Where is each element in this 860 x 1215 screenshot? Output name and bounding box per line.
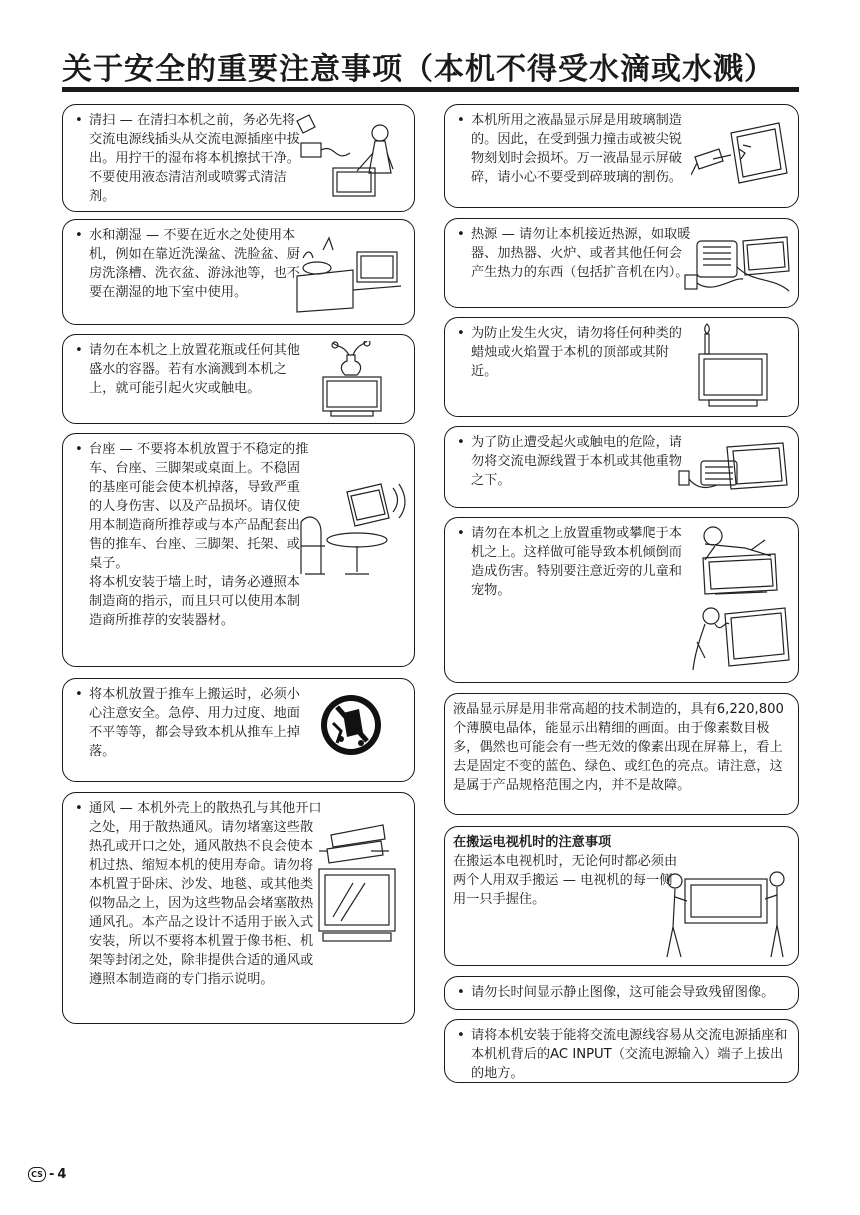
note-text-wall: 将本机安装于墙上时，请务必遵照本制造商的指示，而且只可以使用本制造商所推荐的安装器材。: [89, 575, 300, 628]
note-stand: [62, 433, 415, 667]
note-cart: [62, 678, 415, 782]
still-image-note: [444, 976, 799, 1010]
lcd-pixel-note: [444, 693, 799, 815]
note-water: [62, 219, 415, 325]
still-image-text: • 请勿长时间显示静止图像，这可能会导致残留图像。: [471, 985, 775, 1000]
glass-panel-illustration: [691, 119, 791, 191]
child-pet-illustration: [685, 524, 795, 676]
install-text: • 请将本机安装于能将交流电源线容易从交流电源插座和本机机背后的AC INPUT（交流电源输入）端子上拔出的地方。: [471, 1028, 788, 1081]
carry-heading: 在搬运电视机时的注意事项: [453, 835, 612, 850]
note-ventilation: [62, 792, 415, 1024]
note-heat: [444, 218, 799, 308]
cleaning-illustration: [295, 113, 405, 203]
footer-separator: -: [49, 1167, 55, 1182]
note-text: • 将本机放置于推车上搬运时，必须小心注意安全。急停、用力过度、地面不平等等，都会导致本机从推车上掉落。: [89, 687, 300, 759]
note-text: • 请勿在本机之上放置花瓶或任何其他盛水的容器。若有水滴溅到本机之上，就可能引起火灾或触电。: [89, 343, 300, 396]
note-vase: [62, 334, 415, 424]
carry-note: [444, 826, 799, 966]
page-number: 4: [57, 1167, 67, 1182]
note-text: • 为了防止遭受起火或触电的危险，请勿将交流电源线置于本机或其他重物之下。: [471, 435, 682, 488]
note-text: • 通风 — 本机外壳上的散热孔与其他开口之处，用于散热通风。请勿堵塞这些散热孔或开口之处，通风散热不良会使本机过热、缩短本机的使用寿命。请勿将本机置于卧床、沙发、地毯、或其他类似物品之上，因为这些物品会堵塞散热通风孔。本产品之设计不适用于嵌入式安装，所以不要将本机置于像书柜、机架等封闭之处，除非提供合适的通风或遵照本制造商的专门指示说明。: [89, 801, 322, 987]
note-text: • 台座 — 不要将本机放置于不稳定的推车、台座、三脚架或桌面上。不稳固的基座可能会使本机掉落，导致严重的人身伤害、以及产品损坏。请仅使用本制造商所推荐或与本产品配套出售的推车、台座、三脚架、托架、或桌子。: [89, 442, 309, 571]
note-heavy-objects: [444, 517, 799, 683]
unstable-stand-illustration: [295, 482, 407, 582]
note-candle: [444, 317, 799, 417]
install-note: [444, 1019, 799, 1083]
note-text: • 请勿在本机之上放置重物或攀爬于本机之上。这样做可能导致本机倾倒而造成伤害。特别要注意近旁的儿童和宠物。: [471, 526, 682, 598]
note-text: • 水和潮湿 — 不要在近水之处使用本机，例如在靠近洗澡盆、洗脸盆、厨房洗涤槽、洗衣盆、游泳池等，也不要在潮湿的地下室中使用。: [89, 228, 300, 300]
water-moisture-illustration: [293, 230, 405, 315]
note-text: • 清扫 — 在清扫本机之前，务必先将交流电源线插头从交流电源插座中拔出。用拧干的湿布将本机擦拭干净。不要使用液态清洁剂或喷雾式清洁剂。: [89, 113, 300, 204]
lcd-pixel-text: 液晶显示屏是用非常高超的技术制造的，具有6,220,800个薄膜电晶体，能显示出精细的画面。由于像素数目极多，偶然也可能会有一些无效的像素出现在屏幕上，看上去是固定不变的蓝色、绿色、或红色的亮点。请注意，这是属于产品规格范围之内，并不是故障。: [453, 702, 784, 793]
power-cord-illustration: [677, 441, 793, 501]
note-cleaning: [62, 104, 415, 212]
heat-source-illustration: [683, 233, 795, 299]
title-rule: [62, 87, 799, 92]
note-power-cord: [444, 426, 799, 508]
note-glass: [444, 104, 799, 208]
candle-on-tv-illustration: [693, 322, 773, 412]
cart-warning-icon: [319, 693, 383, 757]
vase-on-tv-illustration: [313, 341, 393, 419]
two-person-carry-illustration: [661, 861, 789, 961]
ventilation-illustration: [313, 821, 403, 949]
note-text: • 为防止发生火灾，请勿将任何种类的蜡烛或火焰置于本机的顶部或其附近。: [471, 326, 682, 379]
note-text: • 热源 — 请勿让本机接近热源，如取暖器、加热器、火炉、或者其他任何会产生热力的东西（包括扩音机在内）。: [471, 227, 691, 280]
carry-text: 在搬运本电视机时，无论何时都必须由两个人用双手搬运 — 电视机的每一侧用一只手握住。: [453, 854, 678, 907]
page-title: 关于安全的重要注意事项（本机不得受水滴或水溅）: [62, 52, 775, 87]
language-code-badge: CS: [28, 1167, 46, 1182]
page-footer: [28, 1167, 66, 1182]
note-text: • 本机所用之液晶显示屏是用玻璃制造的。因此，在受到强力撞击或被尖锐物刻划时会损坏。万一液晶显示屏破碎，请小心不要受到碎玻璃的割伤。: [471, 113, 682, 185]
